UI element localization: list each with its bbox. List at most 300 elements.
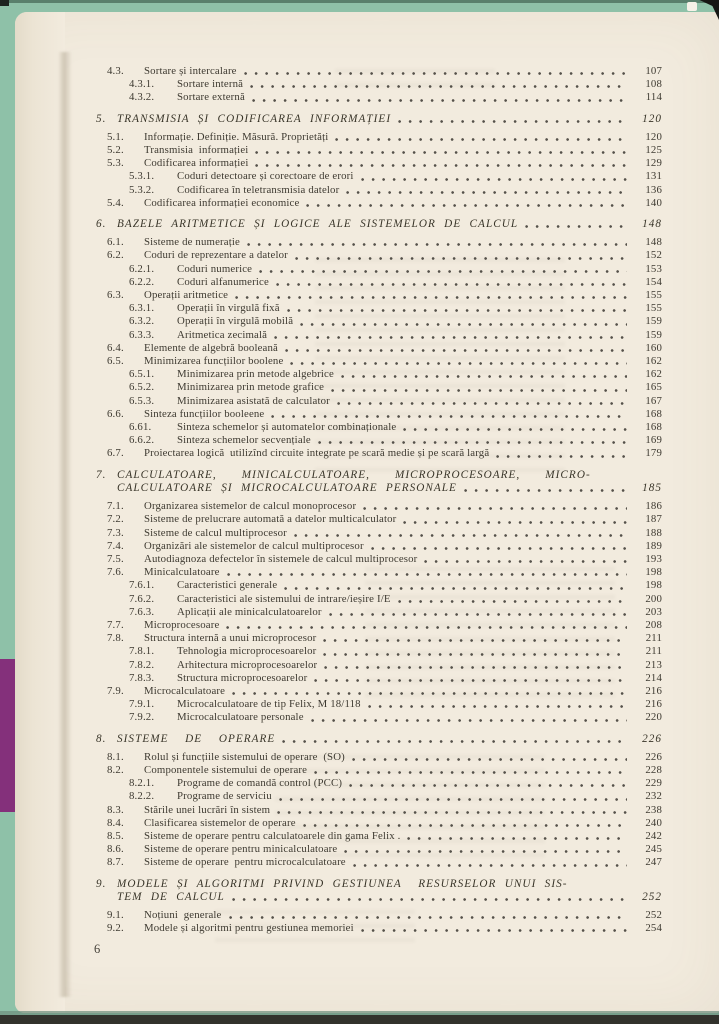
toc-entry (96, 218, 662, 231)
toc-entry (96, 790, 662, 803)
toc-entry (96, 632, 662, 645)
toc-entry (96, 764, 662, 777)
entry-page: 136 (645, 183, 662, 196)
entry-page: 152 (645, 249, 662, 262)
entry-page: 208 (645, 618, 662, 631)
entry-page: 165 (645, 381, 662, 394)
entry-number: 7.4. (107, 539, 124, 552)
entry-title: BAZELE ARITMETICE ȘI LOGICE ALE SISTEMELOR DE CALCUL (117, 218, 519, 231)
toc-entry (96, 619, 662, 632)
entry-title: Codificarea în teletransmisia datelor (177, 183, 340, 196)
toc-entry (96, 500, 662, 513)
entry-page: 213 (645, 658, 662, 671)
entry-leader-dots (227, 573, 627, 576)
entry-number: 7.6. (107, 566, 124, 579)
toc-entry (96, 447, 662, 460)
entry-page: 168 (645, 421, 662, 434)
entry-title: Operații aritmetice (144, 289, 229, 302)
entry-leader-dots (250, 85, 627, 88)
entry-leader-dots (287, 309, 627, 312)
entry-title: TRANSMISIA ȘI CODIFICAREA INFORMAȚIEI (117, 112, 392, 125)
toc-entry (96, 922, 662, 935)
entry-leader-dots (368, 705, 627, 708)
entry-title: Minimizarea funcțiilor boolene (144, 355, 284, 368)
entry-number: 6.1. (107, 236, 124, 249)
entry-title: Minimizarea asistată de calculator (177, 394, 330, 407)
entry-title: Sisteme de numerație (144, 236, 240, 249)
entry-title: MODELE ȘI ALGORITMI PRIVIND GESTIUNEA RESURSELOR UNUI SIS- (117, 877, 568, 890)
toc-entry (96, 131, 662, 144)
entry-leader-dots (324, 666, 627, 669)
entry-leader-dots (229, 916, 627, 919)
entry-number: 5.4. (107, 196, 124, 209)
toc-entry (96, 421, 662, 434)
toc-entry (96, 733, 662, 746)
toc-entry (96, 65, 662, 78)
entry-page: 187 (645, 513, 662, 526)
entry-leader-dots (282, 740, 627, 743)
entry-number: 5.3. (107, 157, 124, 170)
entry-leader-dots (331, 389, 627, 392)
entry-page: 131 (645, 170, 662, 183)
entry-leader-dots (496, 455, 627, 458)
toc-entry (96, 751, 662, 764)
entry-leader-dots (306, 204, 627, 207)
toc-entry (96, 777, 662, 790)
entry-number: 6.5.2. (129, 381, 155, 394)
entry-leader-dots (407, 837, 627, 840)
entry-title: Proiectarea logică utilizînd circuite integrate pe scară medie și pe scară largă (144, 447, 490, 460)
entry-number: 5.3.1. (129, 170, 155, 183)
entry-number: 6. (96, 218, 107, 231)
toc-entry (96, 830, 662, 843)
entry-number: 7.2. (107, 513, 124, 526)
scan-corner-mark-top-left (0, 0, 9, 6)
entry-page: 108 (645, 78, 662, 91)
entry-leader-dots (303, 824, 627, 827)
entry-leader-dots (346, 191, 627, 194)
entry-leader-dots (337, 402, 627, 405)
entry-number: 6.61. (129, 421, 152, 434)
entry-number: 8.2.1. (129, 777, 155, 790)
page-gutter-shadow (58, 52, 72, 997)
entry-leader-dots (232, 898, 627, 901)
entry-title: Clasificarea sistemelor de operare (144, 816, 296, 829)
entry-number: 5. (96, 112, 107, 125)
entry-title: CALCULATOARE, MINICALCULATOARE, MICROPROCESOARE, MICRO- (117, 468, 591, 481)
entry-page: 228 (645, 763, 662, 776)
purple-bookmark-strip (0, 659, 15, 812)
entry-title: Minimizarea prin metode algebrice (177, 368, 334, 381)
entry-page: 240 (645, 816, 662, 829)
entry-number: 7.9.1. (129, 698, 155, 711)
entry-page: 169 (645, 434, 662, 447)
entry-title: Sinteza funcțiilor booleene (144, 407, 265, 420)
toc-entry (96, 157, 662, 170)
entry-number: 6.2. (107, 249, 124, 262)
entry-number: 8.2.2. (129, 790, 155, 803)
toc-entry (96, 566, 662, 579)
entry-number: 6.3.1. (129, 302, 155, 315)
entry-title: Microcalculatoare de tip Felix, M 18/118 (177, 698, 361, 711)
toc-entry (96, 482, 662, 495)
toc-entry (96, 843, 662, 856)
entry-title: Microcalculatoare (144, 684, 226, 697)
entry-title: Minimizarea prin metode grafice (177, 381, 325, 394)
entry-page: 179 (645, 447, 662, 460)
entry-title: Transmisia informației (144, 144, 249, 157)
entry-leader-dots (398, 600, 627, 603)
entry-title: Sisteme de prelucrare automată a datelor multicalculator (144, 513, 397, 526)
scan-bottom-edge (0, 1015, 719, 1024)
entry-title: Aritmetica zecimală (177, 328, 268, 341)
entry-leader-dots (285, 349, 627, 352)
entry-leader-dots (323, 653, 627, 656)
entry-title: Noțiuni generale (144, 908, 222, 921)
entry-title: Codificarea informației (144, 157, 249, 170)
entry-number: 8. (96, 732, 107, 745)
scan-corner-notch (687, 2, 697, 11)
entry-title: Sisteme de calcul multiprocesor (144, 526, 287, 539)
entry-leader-dots (279, 798, 627, 801)
entry-title: Caracteristici generale (177, 579, 278, 592)
toc-entry (96, 891, 662, 904)
entry-page: 155 (645, 302, 662, 315)
entry-title: Coduri de reprezentare a datelor (144, 249, 288, 262)
entry-page: 247 (645, 856, 662, 869)
entry-page: 198 (645, 579, 662, 592)
toc-entry (96, 289, 662, 302)
entry-title: Structura internă a unui microprocesor (144, 632, 317, 645)
entry-number: 6.4. (107, 341, 124, 354)
entry-leader-dots (318, 441, 627, 444)
entry-title: Sisteme de operare pentru microcalculatoare (144, 856, 346, 869)
entry-leader-dots (274, 336, 627, 339)
toc-entry (96, 593, 662, 606)
entry-title: Rolul și funcțiile sistemului de operare (SO) (144, 750, 345, 763)
entry-leader-dots (361, 178, 627, 181)
entry-title: Sisteme de operare pentru calculatoarele din gama Felix . (144, 829, 401, 842)
entry-title: Organizarea sistemelor de calcul monoprocesor (144, 500, 357, 513)
toc-entry (96, 302, 662, 315)
entry-leader-dots (277, 811, 627, 814)
entry-number: 8.4. (107, 816, 124, 829)
toc-entry (96, 469, 662, 482)
entry-leader-dots (371, 547, 627, 550)
entry-title: Sinteza schemelor și automatelor combinaționale (177, 421, 397, 434)
entry-leader-dots (255, 151, 627, 154)
entry-number: 7.6.3. (129, 605, 155, 618)
entry-page: 211 (645, 632, 662, 645)
entry-leader-dots (344, 850, 627, 853)
entry-page: 162 (645, 355, 662, 368)
toc-entry (96, 184, 662, 197)
entry-title: Informație. Definiție. Măsură. Proprietăți (144, 130, 329, 143)
entry-page: 160 (645, 341, 662, 354)
entry-leader-dots (284, 587, 627, 590)
entry-leader-dots (403, 428, 627, 431)
entry-number: 7.1. (107, 500, 124, 513)
toc-entry (96, 878, 662, 891)
entry-page: 203 (645, 605, 662, 618)
entry-page: 254 (645, 922, 662, 935)
entry-title: Sisteme de operare pentru minicalculatoare (144, 843, 338, 856)
entry-page: 148 (642, 218, 662, 231)
entry-title: Coduri detectoare și corectoare de erori (177, 170, 354, 183)
entry-leader-dots (271, 415, 627, 418)
toc-entry (96, 804, 662, 817)
entry-leader-dots (525, 225, 627, 228)
entry-page: 186 (645, 500, 662, 513)
entry-title: Elemente de algebră booleană (144, 341, 278, 354)
toc-entry (96, 579, 662, 592)
entry-number: 8.1. (107, 750, 124, 763)
entry-title: Operații în virgulă fixă (177, 302, 280, 315)
toc-entry (96, 395, 662, 408)
entry-leader-dots (276, 283, 627, 286)
entry-page: 226 (642, 732, 662, 745)
entry-number: 6.5.1. (129, 368, 155, 381)
entry-leader-dots (349, 784, 627, 787)
toc-entry (96, 342, 662, 355)
entry-leader-dots (323, 639, 627, 642)
toc-entry (96, 381, 662, 394)
toc-entry (96, 856, 662, 869)
entry-title: Operații în virgulă mobilă (177, 315, 294, 328)
toc-entry (96, 78, 662, 91)
toc-entry (96, 698, 662, 711)
entry-number: 5.2. (107, 144, 124, 157)
entry-leader-dots (464, 489, 627, 492)
toc-entry (96, 249, 662, 262)
entry-page: 125 (645, 144, 662, 157)
toc-entry (96, 236, 662, 249)
entry-page: 245 (645, 843, 662, 856)
entry-number: 8.7. (107, 856, 124, 869)
entry-number: 6.2.1. (129, 262, 155, 275)
entry-number: 9.1. (107, 908, 124, 921)
entry-number: 7.7. (107, 618, 124, 631)
entry-page: 148 (645, 236, 662, 249)
entry-title: Sinteza schemelor secvențiale (177, 434, 311, 447)
toc-entry (96, 197, 662, 210)
entry-number: 6.5. (107, 355, 124, 368)
toc-entry (96, 711, 662, 724)
entry-leader-dots (290, 362, 627, 365)
toc-entry (96, 527, 662, 540)
entry-page: 211 (645, 645, 662, 658)
entry-page: 154 (645, 275, 662, 288)
entry-title: Coduri alfanumerice (177, 275, 269, 288)
entry-page: 220 (645, 711, 662, 724)
entry-number: 6.2.2. (129, 275, 155, 288)
entry-number: 7.8.2. (129, 658, 155, 671)
toc-entry (96, 315, 662, 328)
entry-leader-dots (314, 771, 627, 774)
entry-number: 6.3. (107, 289, 124, 302)
entry-page: 155 (645, 289, 662, 302)
toc-entry (96, 368, 662, 381)
entry-title: Modele și algoritmi pentru gestiunea memoriei (144, 922, 354, 935)
entry-number: 7.5. (107, 552, 124, 565)
toc-entry (96, 645, 662, 658)
entry-title: Aplicații ale minicalculatoarelor (177, 605, 322, 618)
entry-number: 7.8. (107, 632, 124, 645)
entry-number: 8.3. (107, 803, 124, 816)
toc-entry (96, 408, 662, 421)
entry-page: 129 (645, 157, 662, 170)
toc-entry (96, 263, 662, 276)
entry-leader-dots (247, 243, 627, 246)
entry-number: 9.2. (107, 922, 124, 935)
entry-page: 238 (645, 803, 662, 816)
entry-title: Tehnologia microprocesoarelor (177, 645, 317, 658)
entry-number: 7.9.2. (129, 711, 155, 724)
entry-page: 232 (645, 790, 662, 803)
entry-leader-dots (300, 323, 627, 326)
entry-leader-dots (244, 72, 627, 75)
entry-number: 7.6.2. (129, 592, 155, 605)
entry-leader-dots (232, 692, 627, 695)
entry-number: 6.3.3. (129, 328, 155, 341)
entry-page: 189 (645, 539, 662, 552)
entry-title: CALCULATOARE ȘI MICROCALCULATOARE PERSONALE (117, 481, 457, 494)
entry-leader-dots (424, 560, 627, 563)
toc-entry (96, 672, 662, 685)
entry-number: 7.6.1. (129, 579, 155, 592)
entry-title: Minicalculatoare (144, 566, 220, 579)
entry-page: 153 (645, 262, 662, 275)
entry-leader-dots (352, 758, 627, 761)
entry-number: 8.5. (107, 829, 124, 842)
entry-title: Sortare externă (177, 91, 245, 104)
entry-leader-dots (259, 270, 627, 273)
toc-entry (96, 113, 662, 126)
entry-leader-dots (314, 679, 627, 682)
entry-number: 4.3. (107, 65, 124, 77)
entry-title: Organizări ale sistemelor de calcul multiprocesor (144, 539, 364, 552)
entry-leader-dots (361, 929, 627, 932)
toc-entry (96, 685, 662, 698)
entry-title: Componentele sistemului de operare (144, 763, 308, 776)
entry-number: 6.5.3. (129, 394, 155, 407)
entry-page: 107 (645, 65, 662, 77)
entry-page: 140 (645, 196, 662, 209)
toc-entry (96, 144, 662, 157)
entry-title: Microprocesoare (144, 618, 220, 631)
entry-leader-dots (363, 507, 627, 510)
entry-title: Autodiagnoza defectelor în sistemele de calcul multiprocesor (144, 552, 418, 565)
entry-number: 7.8.1. (129, 645, 155, 658)
entry-page: 198 (645, 566, 662, 579)
page-number: 6 (94, 942, 101, 956)
entry-leader-dots (226, 626, 627, 629)
entry-leader-dots (353, 864, 627, 867)
entry-number: 8.2. (107, 763, 124, 776)
entry-title: Programe de comandă control (PCC) (177, 777, 343, 790)
entry-page: 252 (645, 908, 662, 921)
entry-page: 216 (645, 684, 662, 697)
entry-page: 120 (642, 112, 662, 125)
entry-title: Microcalculatoare personale (177, 711, 304, 724)
toc-entry (96, 553, 662, 566)
entry-leader-dots (311, 719, 627, 722)
entry-leader-dots (398, 120, 627, 123)
entry-number: 6.3.2. (129, 315, 155, 328)
entry-number: 7.8.3. (129, 671, 155, 684)
entry-leader-dots (329, 613, 627, 616)
entry-title: Codificarea informației economice (144, 196, 300, 209)
entry-number: 4.3.1. (129, 78, 155, 91)
toc-entry (96, 909, 662, 922)
entry-number: 6.6. (107, 407, 124, 420)
entry-title: Arhitectura microprocesoarelor (177, 658, 318, 671)
entry-leader-dots (295, 257, 627, 260)
entry-page: 120 (645, 130, 662, 143)
entry-number: 7.3. (107, 526, 124, 539)
table-of-contents (96, 65, 662, 935)
toc-entry (96, 170, 662, 183)
scan-top-edge (0, 0, 719, 3)
toc-entry (96, 817, 662, 830)
entry-page: 216 (645, 698, 662, 711)
toc-entry (96, 91, 662, 104)
entry-page: 114 (645, 91, 662, 104)
entry-number: 9. (96, 877, 107, 890)
entry-number: 8.6. (107, 843, 124, 856)
entry-page: 193 (645, 552, 662, 565)
toc-entry (96, 606, 662, 619)
entry-page: 214 (645, 671, 662, 684)
entry-page: 162 (645, 368, 662, 381)
entry-number: 6.7. (107, 447, 124, 460)
toc-entry (96, 513, 662, 526)
toc-entry (96, 355, 662, 368)
toc-entry (96, 659, 662, 672)
entry-leader-dots (255, 164, 627, 167)
toc-entry (96, 329, 662, 342)
entry-page: 252 (642, 890, 662, 903)
entry-page: 167 (645, 394, 662, 407)
entry-page: 168 (645, 407, 662, 420)
entry-title: Structura microprocesoarelor (177, 671, 308, 684)
entry-title: Sortare internă (177, 78, 244, 91)
entry-number: 6.6.2. (129, 434, 155, 447)
entry-page: 242 (645, 829, 662, 842)
entry-leader-dots (252, 99, 627, 102)
toc-entry (96, 434, 662, 447)
entry-title: Coduri numerice (177, 262, 253, 275)
entry-title: Programe de serviciu (177, 790, 272, 803)
entry-leader-dots (403, 521, 627, 524)
toc-entry (96, 540, 662, 553)
entry-leader-dots (294, 534, 627, 537)
entry-page: 185 (642, 481, 662, 494)
toc-entry (96, 276, 662, 289)
entry-leader-dots (335, 138, 627, 141)
entry-title: Sortare și intercalare (144, 65, 237, 77)
entry-number: 7.9. (107, 684, 124, 697)
entry-leader-dots (341, 375, 627, 378)
entry-leader-dots (235, 296, 627, 299)
entry-page: 226 (645, 750, 662, 763)
entry-page: 200 (645, 592, 662, 605)
entry-number: 5.3.2. (129, 183, 155, 196)
entry-page: 159 (645, 315, 662, 328)
entry-title: Caracteristici ale sistemului de intrare/ieșire I/E (177, 592, 391, 605)
entry-page: 188 (645, 526, 662, 539)
entry-number: 5.1. (107, 130, 124, 143)
